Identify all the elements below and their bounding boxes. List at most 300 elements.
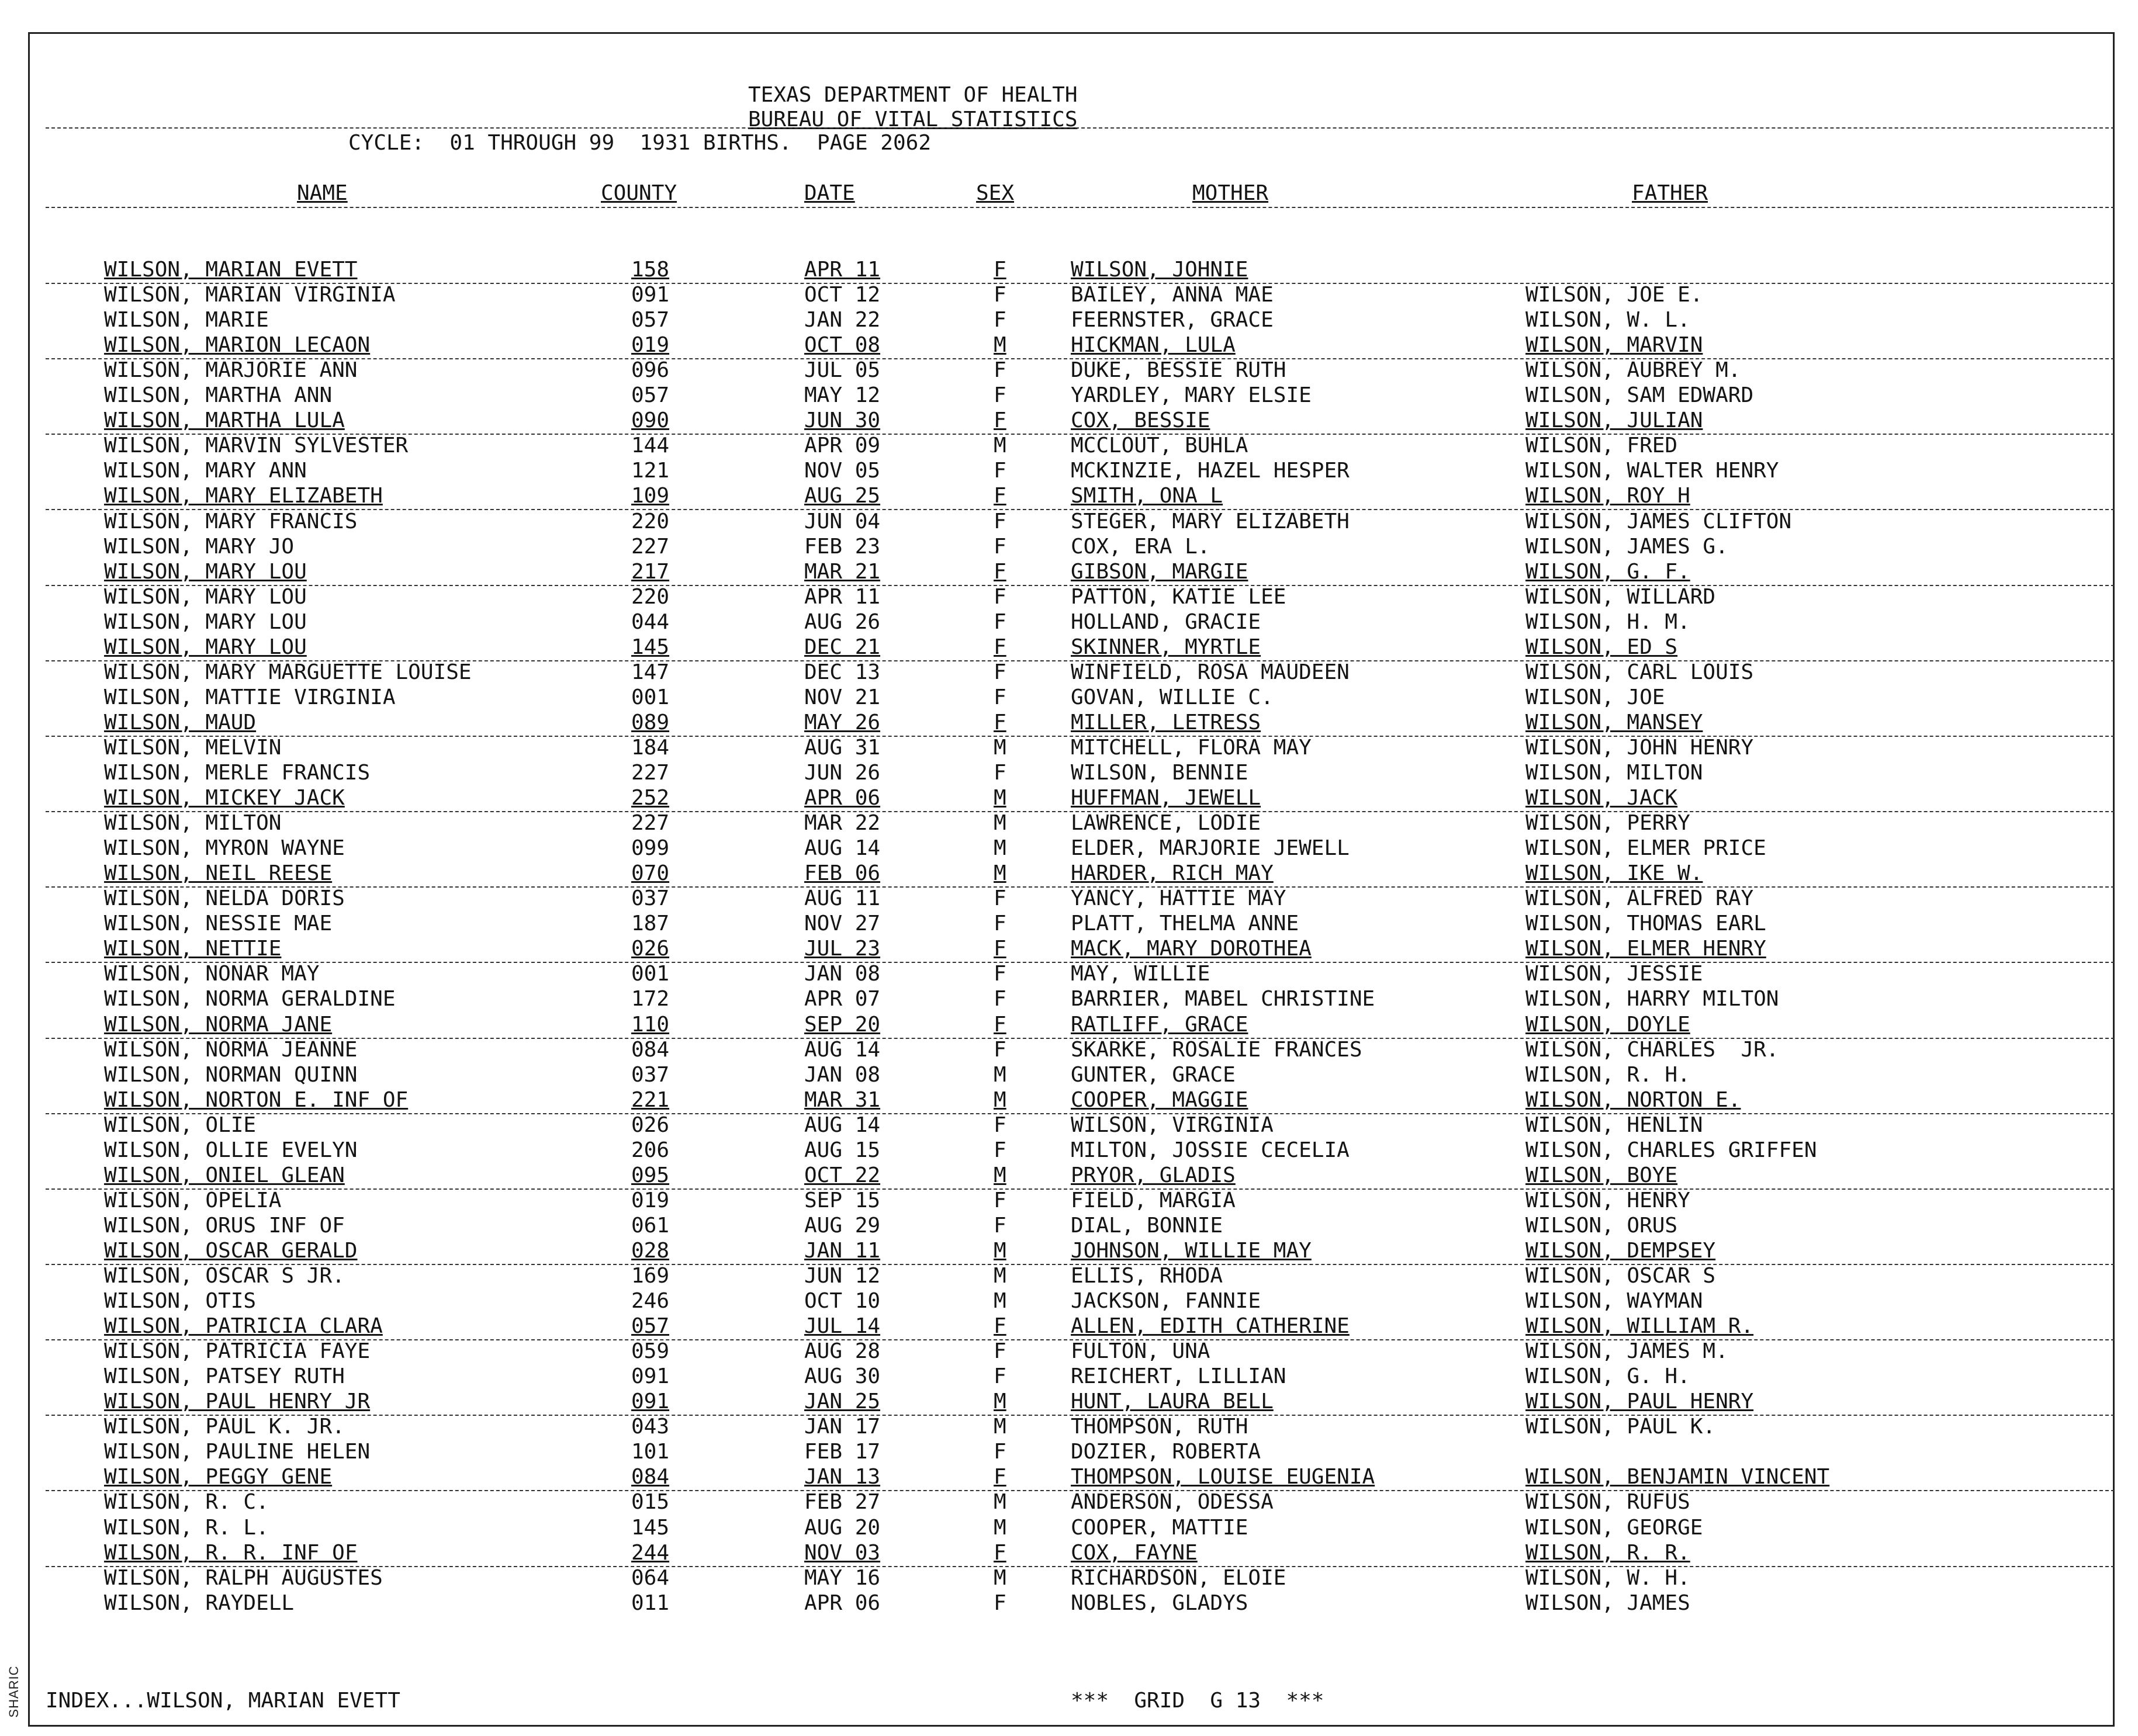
table-row bbox=[0, 913, 2138, 938]
table-row bbox=[0, 838, 2138, 862]
cell-sex: M bbox=[994, 811, 1006, 836]
cell-name: WILSON, NORMA GERALDINE bbox=[104, 987, 396, 1011]
cell-sex: F bbox=[994, 685, 1006, 709]
cell-mother: FEERNSTER, GRACE bbox=[1071, 308, 1274, 332]
cell-county: 043 bbox=[631, 1415, 670, 1439]
cell-sex: F bbox=[994, 408, 1006, 433]
cell-father: WILSON, RUFUS bbox=[1525, 1490, 1690, 1515]
cell-name: WILSON, OLLIE EVELYN bbox=[104, 1138, 358, 1162]
cell-county: 091 bbox=[631, 1364, 670, 1389]
cell-date: JUN 12 bbox=[804, 1264, 881, 1288]
cell-mother: SKARKE, ROSALIE FRANCES bbox=[1071, 1037, 1362, 1062]
cell-sex: M bbox=[994, 1490, 1006, 1515]
cell-date: OCT 22 bbox=[804, 1163, 881, 1187]
cell-date: JUL 23 bbox=[804, 937, 881, 961]
cell-mother: LAWRENCE, LODIE bbox=[1071, 811, 1261, 836]
cell-father: WILSON, ORUS bbox=[1525, 1213, 1678, 1238]
cell-sex: F bbox=[994, 559, 1006, 584]
cell-name: WILSON, NORMA JEANNE bbox=[104, 1037, 358, 1062]
cell-father: WILSON, CARL LOUIS bbox=[1525, 660, 1754, 684]
table-row bbox=[0, 989, 2138, 1013]
cell-name: WILSON, RAYDELL bbox=[104, 1591, 295, 1615]
table-row bbox=[0, 788, 2138, 812]
cell-county: 057 bbox=[631, 383, 670, 408]
table-row bbox=[0, 1442, 2138, 1466]
cell-county: 220 bbox=[631, 584, 670, 609]
grid-footer: *** GRID G 13 *** bbox=[1071, 1689, 1324, 1713]
cell-date: NOV 27 bbox=[804, 912, 881, 936]
cell-mother: WILSON, VIRGINIA bbox=[1071, 1113, 1274, 1137]
cell-name: WILSON, NORMAN QUINN bbox=[104, 1062, 358, 1087]
cell-county: 172 bbox=[631, 987, 670, 1011]
cell-mother: HOLLAND, GRACIE bbox=[1071, 609, 1261, 634]
cell-mother: GOVAN, WILLIE C. bbox=[1071, 685, 1274, 709]
cell-father: WILSON, THOMAS EARL bbox=[1525, 912, 1766, 936]
cell-date: JUN 04 bbox=[804, 509, 881, 533]
cell-sex: F bbox=[994, 358, 1006, 383]
cell-county: 099 bbox=[631, 836, 670, 861]
cell-sex: M bbox=[994, 1264, 1006, 1288]
cell-county: 145 bbox=[631, 635, 670, 659]
cell-date: JAN 13 bbox=[804, 1465, 881, 1489]
cell-county: 246 bbox=[631, 1289, 670, 1314]
cell-date: MAY 16 bbox=[804, 1565, 881, 1590]
cell-county: 026 bbox=[631, 1113, 670, 1137]
cell-mother: MCCLOUT, BUHLA bbox=[1071, 434, 1248, 458]
cell-sex: F bbox=[994, 937, 1006, 961]
cell-sex: F bbox=[994, 1364, 1006, 1389]
table-row bbox=[0, 1540, 2138, 1567]
cell-father: WILSON, JOE bbox=[1525, 685, 1665, 709]
cell-county: 064 bbox=[631, 1565, 670, 1590]
cell-name: WILSON, MARY ANN bbox=[104, 459, 307, 483]
cell-sex: F bbox=[994, 534, 1006, 559]
table-row bbox=[0, 1215, 2138, 1240]
cell-mother: MACK, MARY DOROTHEA bbox=[1071, 937, 1312, 961]
cell-mother: THOMPSON, LOUISE EUGENIA bbox=[1071, 1465, 1375, 1489]
cell-mother: MITCHELL, FLORA MAY bbox=[1071, 735, 1312, 760]
cell-mother: GUNTER, GRACE bbox=[1071, 1062, 1236, 1087]
cell-father: WILSON, HENRY bbox=[1525, 1188, 1690, 1212]
cell-date: AUG 20 bbox=[804, 1515, 881, 1540]
table-row bbox=[0, 1492, 2138, 1516]
cell-father: WILSON, R. H. bbox=[1525, 1062, 1690, 1087]
cell-name: WILSON, R. R. INF OF bbox=[104, 1540, 358, 1565]
table-row bbox=[0, 1140, 2138, 1165]
header-county: COUNTY bbox=[601, 181, 677, 205]
cell-sex: F bbox=[994, 509, 1006, 533]
cell-father: WILSON, WAYMAN bbox=[1525, 1289, 1703, 1314]
cell-name: WILSON, OSCAR GERALD bbox=[104, 1238, 358, 1263]
cell-county: 059 bbox=[631, 1339, 670, 1364]
cell-name: WILSON, MAUD bbox=[104, 710, 257, 734]
table-row bbox=[0, 385, 2138, 410]
header-sex: SEX bbox=[976, 181, 1015, 205]
cell-county: 090 bbox=[631, 408, 670, 433]
cell-date: APR 06 bbox=[804, 786, 881, 810]
cell-county: 221 bbox=[631, 1087, 670, 1112]
cell-mother: FULTON, UNA bbox=[1071, 1339, 1210, 1364]
cell-sex: F bbox=[994, 1540, 1006, 1565]
cell-date: AUG 11 bbox=[804, 886, 881, 911]
cell-father: WILSON, ALFRED RAY bbox=[1525, 886, 1754, 911]
cell-county: 187 bbox=[631, 912, 670, 936]
table-row bbox=[0, 938, 2138, 963]
cell-sex: F bbox=[994, 283, 1006, 307]
cell-name: WILSON, PEGGY GENE bbox=[104, 1465, 333, 1489]
cell-mother: MILTON, JOSSIE CECELIA bbox=[1071, 1138, 1350, 1162]
cell-county: 121 bbox=[631, 459, 670, 483]
table-row bbox=[0, 964, 2138, 988]
cell-father: WILSON, G. H. bbox=[1525, 1364, 1690, 1389]
cell-name: WILSON, R. C. bbox=[104, 1490, 269, 1515]
cell-county: 070 bbox=[631, 861, 670, 886]
cell-county: 084 bbox=[631, 1465, 670, 1489]
cell-county: 084 bbox=[631, 1037, 670, 1062]
cell-name: WILSON, MARIE bbox=[104, 308, 269, 332]
cell-sex: F bbox=[994, 710, 1006, 734]
cell-county: 026 bbox=[631, 937, 670, 961]
table-row bbox=[0, 1039, 2138, 1064]
cell-father: WILSON, WILLARD bbox=[1525, 584, 1716, 609]
cycle-line: CYCLE: 01 THROUGH 99 1931 BIRTHS. PAGE 2062 bbox=[348, 131, 931, 155]
cell-name: WILSON, MARIAN EVETT bbox=[104, 258, 358, 282]
cell-name: WILSON, NORMA JANE bbox=[104, 1012, 333, 1037]
cell-sex: M bbox=[994, 735, 1006, 760]
cell-father: WILSON, CHARLES GRIFFEN bbox=[1525, 1138, 1817, 1162]
cell-father: WILSON, JOE E. bbox=[1525, 283, 1703, 307]
cell-name: WILSON, PATRICIA FAYE bbox=[104, 1339, 371, 1364]
cell-mother: STEGER, MARY ELIZABETH bbox=[1071, 509, 1350, 533]
cell-date: JAN 25 bbox=[804, 1390, 881, 1414]
header-divider bbox=[46, 207, 2115, 208]
cell-name: WILSON, MARY LOU bbox=[104, 559, 307, 584]
cell-date: FEB 23 bbox=[804, 534, 881, 559]
cell-father: WILSON, CHARLES JR. bbox=[1525, 1037, 1779, 1062]
cell-mother: WILSON, BENNIE bbox=[1071, 761, 1248, 785]
cell-sex: M bbox=[994, 1238, 1006, 1263]
cell-date: AUG 14 bbox=[804, 1037, 881, 1062]
cell-county: 147 bbox=[631, 660, 670, 684]
cell-sex: F bbox=[994, 660, 1006, 684]
cell-county: 217 bbox=[631, 559, 670, 584]
cell-mother: NOBLES, GLADYS bbox=[1071, 1591, 1248, 1615]
cell-mother: COX, BESSIE bbox=[1071, 408, 1210, 433]
cell-name: WILSON, OTIS bbox=[104, 1289, 257, 1314]
cell-father: WILSON, SAM EDWARD bbox=[1525, 383, 1754, 408]
table-row bbox=[0, 410, 2138, 435]
cell-sex: M bbox=[994, 1515, 1006, 1540]
cell-county: 091 bbox=[631, 1390, 670, 1414]
cell-county: 095 bbox=[631, 1163, 670, 1187]
cell-name: WILSON, OPELIA bbox=[104, 1188, 282, 1212]
cell-date: OCT 08 bbox=[804, 333, 881, 358]
cell-mother: DOZIER, ROBERTA bbox=[1071, 1440, 1261, 1464]
cell-mother: RATLIFF, GRACE bbox=[1071, 1012, 1248, 1037]
cell-county: 028 bbox=[631, 1238, 670, 1263]
cell-date: JUN 26 bbox=[804, 761, 881, 785]
index-footer: INDEX...WILSON, MARIAN EVETT bbox=[46, 1689, 400, 1713]
cell-mother: MILLER, LETRESS bbox=[1071, 710, 1261, 734]
cell-name: WILSON, MARVIN SYLVESTER bbox=[104, 434, 409, 458]
cell-county: 144 bbox=[631, 434, 670, 458]
table-row bbox=[0, 1190, 2138, 1215]
cell-mother: YANCY, HATTIE MAY bbox=[1071, 886, 1286, 911]
cell-father: WILSON, FRED bbox=[1525, 434, 1678, 458]
cell-name: WILSON, MILTON bbox=[104, 811, 282, 836]
cell-date: NOV 05 bbox=[804, 459, 881, 483]
cell-date: AUG 29 bbox=[804, 1213, 881, 1238]
cell-mother: BAILEY, ANNA MAE bbox=[1071, 283, 1274, 307]
table-row bbox=[0, 460, 2138, 485]
table-row bbox=[0, 1391, 2138, 1416]
cell-father: WILSON, ELMER HENRY bbox=[1525, 937, 1766, 961]
table-row bbox=[0, 335, 2138, 359]
cell-sex: F bbox=[994, 1138, 1006, 1162]
cell-sex: M bbox=[994, 333, 1006, 358]
cell-father: WILSON, JACK bbox=[1525, 786, 1678, 810]
cell-father: WILSON, PERRY bbox=[1525, 811, 1690, 836]
cell-name: WILSON, NELDA DORIS bbox=[104, 886, 345, 911]
cell-sex: F bbox=[994, 1188, 1006, 1212]
cell-father: WILSON, OSCAR S bbox=[1525, 1264, 1716, 1288]
cell-county: 184 bbox=[631, 735, 670, 760]
table-row bbox=[0, 609, 2138, 636]
cell-sex: F bbox=[994, 459, 1006, 483]
cell-date: AUG 30 bbox=[804, 1364, 881, 1389]
cell-name: WILSON, ONIEL GLEAN bbox=[104, 1163, 345, 1187]
cell-date: JAN 08 bbox=[804, 1062, 881, 1087]
cell-father: WILSON, BOYE bbox=[1525, 1163, 1678, 1187]
cell-name: WILSON, MARTHA ANN bbox=[104, 383, 333, 408]
cell-father: WILSON, JOHN HENRY bbox=[1525, 735, 1754, 760]
cell-mother: GIBSON, MARGIE bbox=[1071, 559, 1248, 584]
cell-county: 089 bbox=[631, 710, 670, 734]
cell-name: WILSON, NONAR MAY bbox=[104, 962, 320, 986]
table-row bbox=[0, 888, 2138, 913]
cell-father: WILSON, JESSIE bbox=[1525, 962, 1703, 986]
table-row bbox=[0, 1517, 2138, 1542]
cell-father: WILSON, NORTON E. bbox=[1525, 1087, 1741, 1112]
cell-mother: JACKSON, FANNIE bbox=[1071, 1289, 1261, 1314]
cell-sex: F bbox=[994, 484, 1006, 508]
table-row bbox=[0, 486, 2138, 510]
table-row bbox=[0, 259, 2138, 284]
cell-date: AUG 25 bbox=[804, 484, 881, 508]
cell-date: MAY 12 bbox=[804, 383, 881, 408]
table-row bbox=[0, 1341, 2138, 1366]
cell-name: WILSON, MICKEY JACK bbox=[104, 786, 345, 810]
cell-date: NOV 21 bbox=[804, 685, 881, 709]
cell-sex: F bbox=[994, 1339, 1006, 1364]
cell-mother: ANDERSON, ODESSA bbox=[1071, 1490, 1274, 1515]
table-row bbox=[0, 1416, 2138, 1441]
cell-sex: F bbox=[994, 886, 1006, 911]
cell-date: MAR 31 bbox=[804, 1087, 881, 1112]
cell-name: WILSON, MARY ELIZABETH bbox=[104, 484, 383, 508]
cell-mother: HARDER, RICH MAY bbox=[1071, 861, 1274, 886]
cell-date: DEC 21 bbox=[804, 635, 881, 659]
table-row bbox=[0, 662, 2138, 687]
cell-sex: F bbox=[994, 584, 1006, 609]
cell-name: WILSON, R. L. bbox=[104, 1515, 269, 1540]
cell-county: 001 bbox=[631, 685, 670, 709]
cell-father: WILSON, JAMES M. bbox=[1525, 1339, 1728, 1364]
cell-date: JAN 17 bbox=[804, 1415, 881, 1439]
cell-name: WILSON, PAUL HENRY JR bbox=[104, 1390, 371, 1414]
cell-father: WILSON, DOYLE bbox=[1525, 1012, 1690, 1037]
cell-county: 227 bbox=[631, 811, 670, 836]
cell-sex: M bbox=[994, 434, 1006, 458]
cell-father: WILSON, HENLIN bbox=[1525, 1113, 1703, 1137]
cell-county: 011 bbox=[631, 1591, 670, 1615]
cell-date: JUL 14 bbox=[804, 1314, 881, 1339]
table-row bbox=[0, 360, 2138, 384]
cell-mother: COX, ERA L. bbox=[1071, 534, 1210, 559]
cell-sex: F bbox=[994, 1314, 1006, 1339]
cell-sex: F bbox=[994, 258, 1006, 282]
cell-date: AUG 31 bbox=[804, 735, 881, 760]
table-row bbox=[0, 863, 2138, 888]
cell-sex: F bbox=[994, 1213, 1006, 1238]
department-title: TEXAS DEPARTMENT OF HEALTH bbox=[748, 83, 1078, 107]
cell-date: JAN 08 bbox=[804, 962, 881, 986]
cell-mother: YARDLEY, MARY ELSIE bbox=[1071, 383, 1312, 408]
divider-line bbox=[46, 127, 2115, 129]
cell-mother: ELLIS, RHODA bbox=[1071, 1264, 1223, 1288]
cell-name: WILSON, MERLE FRANCIS bbox=[104, 761, 371, 785]
cell-sex: F bbox=[994, 635, 1006, 659]
cell-date: FEB 17 bbox=[804, 1440, 881, 1464]
bureau-title: BUREAU OF VITAL STATISTICS bbox=[748, 108, 1078, 131]
table-row bbox=[0, 435, 2138, 460]
cell-father: WILSON, DEMPSEY bbox=[1525, 1238, 1716, 1263]
cell-father: WILSON, ROY H bbox=[1525, 484, 1690, 508]
cell-name: WILSON, MARY FRANCIS bbox=[104, 509, 358, 533]
cell-county: 101 bbox=[631, 1440, 670, 1464]
cell-date: NOV 03 bbox=[804, 1540, 881, 1565]
cell-father: WILSON, PAUL K. bbox=[1525, 1415, 1716, 1439]
cell-county: 019 bbox=[631, 333, 670, 358]
cell-father: WILSON, BENJAMIN VINCENT bbox=[1525, 1465, 1830, 1489]
table-row bbox=[0, 1062, 2138, 1089]
cell-father: WILSON, MILTON bbox=[1525, 761, 1703, 785]
table-row bbox=[0, 1087, 2138, 1114]
cell-father: WILSON, H. M. bbox=[1525, 609, 1690, 634]
cell-sex: M bbox=[994, 861, 1006, 886]
cell-date: AUG 14 bbox=[804, 836, 881, 861]
table-row bbox=[0, 1115, 2138, 1139]
cell-sex: F bbox=[994, 609, 1006, 634]
table-row bbox=[0, 813, 2138, 837]
cell-name: WILSON, MARY LOU bbox=[104, 609, 307, 634]
cell-county: 244 bbox=[631, 1540, 670, 1565]
cell-name: WILSON, MARY JO bbox=[104, 534, 295, 559]
table-row bbox=[0, 1014, 2138, 1039]
table-row bbox=[0, 1366, 2138, 1391]
cell-father: WILSON, G. F. bbox=[1525, 559, 1690, 584]
table-row bbox=[0, 763, 2138, 787]
cell-mother: JOHNSON, WILLIE MAY bbox=[1071, 1238, 1312, 1263]
cell-date: JAN 22 bbox=[804, 308, 881, 332]
cell-county: 110 bbox=[631, 1012, 670, 1037]
cell-father: WILSON, W. H. bbox=[1525, 1565, 1690, 1590]
table-row bbox=[0, 687, 2138, 712]
cell-county: 145 bbox=[631, 1515, 670, 1540]
cell-mother: COOPER, MAGGIE bbox=[1071, 1087, 1248, 1112]
cell-name: WILSON, MARION LECAON bbox=[104, 333, 371, 358]
cell-mother: COOPER, MATTIE bbox=[1071, 1515, 1248, 1540]
cell-sex: M bbox=[994, 786, 1006, 810]
cell-father: WILSON, ELMER PRICE bbox=[1525, 836, 1766, 861]
cell-mother: HUNT, LAURA BELL bbox=[1071, 1390, 1274, 1414]
cell-name: WILSON, PAULINE HELEN bbox=[104, 1440, 371, 1464]
side-label bbox=[2, 1659, 26, 1724]
table-row bbox=[0, 310, 2138, 334]
cell-mother: PATTON, KATIE LEE bbox=[1071, 584, 1286, 609]
cell-name: WILSON, MARY MARGUETTE LOUISE bbox=[104, 660, 472, 684]
cell-county: 227 bbox=[631, 761, 670, 785]
cell-father: WILSON, JAMES bbox=[1525, 1591, 1690, 1615]
cell-mother: DIAL, BONNIE bbox=[1071, 1213, 1223, 1238]
table-row bbox=[0, 712, 2138, 737]
cell-date: APR 11 bbox=[804, 258, 881, 282]
cell-date: JAN 11 bbox=[804, 1238, 881, 1263]
cell-name: WILSON, MARIAN VIRGINIA bbox=[104, 283, 396, 307]
table-row bbox=[0, 637, 2138, 661]
cell-mother: PLATT, THELMA ANNE bbox=[1071, 912, 1299, 936]
cell-date: APR 11 bbox=[804, 584, 881, 609]
cell-date: AUG 26 bbox=[804, 609, 881, 634]
cell-sex: F bbox=[994, 383, 1006, 408]
cell-father: WILSON, MARVIN bbox=[1525, 333, 1703, 358]
cell-date: APR 09 bbox=[804, 434, 881, 458]
cell-county: 044 bbox=[631, 609, 670, 634]
table-row bbox=[0, 511, 2138, 536]
table-row bbox=[0, 1593, 2138, 1617]
cell-father: WILSON, GEORGE bbox=[1525, 1515, 1703, 1540]
cell-county: 096 bbox=[631, 358, 670, 383]
cell-name: WILSON, NESSIE MAE bbox=[104, 912, 333, 936]
cell-name: WILSON, MARY LOU bbox=[104, 635, 307, 659]
cell-date: MAR 21 bbox=[804, 559, 881, 584]
cell-sex: M bbox=[994, 1415, 1006, 1439]
cell-name: WILSON, OSCAR S JR. bbox=[104, 1264, 345, 1288]
cell-sex: M bbox=[994, 1289, 1006, 1314]
table-row bbox=[0, 1565, 2138, 1592]
cell-sex: F bbox=[994, 1440, 1006, 1464]
cell-father: WILSON, R. R. bbox=[1525, 1540, 1690, 1565]
cell-sex: M bbox=[994, 1062, 1006, 1087]
cell-name: WILSON, PATSEY RUTH bbox=[104, 1364, 345, 1389]
cell-date: MAR 22 bbox=[804, 811, 881, 836]
cell-mother: BARRIER, MABEL CHRISTINE bbox=[1071, 987, 1375, 1011]
cell-county: 158 bbox=[631, 258, 670, 282]
cell-mother: HICKMAN, LULA bbox=[1071, 333, 1236, 358]
cell-name: WILSON, PATRICIA CLARA bbox=[104, 1314, 383, 1339]
cell-mother: REICHERT, LILLIAN bbox=[1071, 1364, 1286, 1389]
cell-date: OCT 12 bbox=[804, 283, 881, 307]
cell-county: 057 bbox=[631, 1314, 670, 1339]
cell-sex: M bbox=[994, 1087, 1006, 1112]
cell-county: 091 bbox=[631, 283, 670, 307]
cell-county: 037 bbox=[631, 886, 670, 911]
header-name: NAME bbox=[297, 181, 348, 205]
cell-father: WILSON, JAMES CLIFTON bbox=[1525, 509, 1792, 533]
cell-name: WILSON, OLIE bbox=[104, 1113, 257, 1137]
header-mother: MOTHER bbox=[1192, 181, 1269, 205]
table-row bbox=[0, 1467, 2138, 1491]
